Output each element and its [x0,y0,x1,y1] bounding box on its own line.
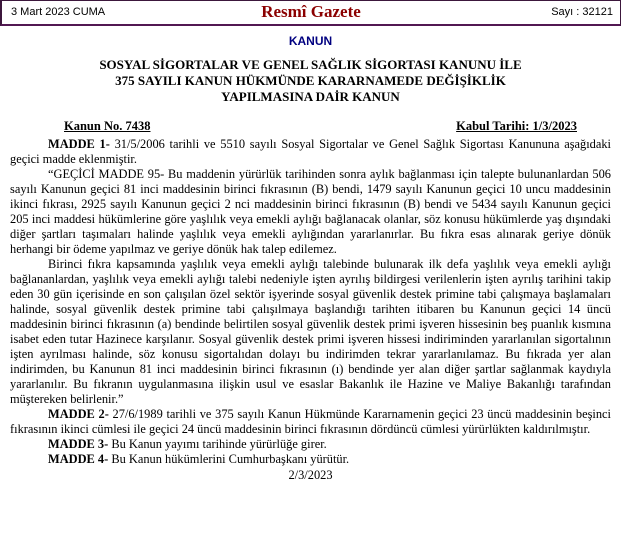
paragraph-text: Birinci fıkra kapsamında yaşlılık veya emekli aylığı talebinde bulunarak ilk defa yaşlılık veya emekli aylığı bağlananlardan, yaşlılık veya emekli aylığı talebi nedeniyle işten ayrılış bildirgesi verilenlerin işten ayrılış tarihini takip eden 30 gün içerisinde en son çalışılan özel sektör işyerinde sosyal güvenlik destek primine tabi çalışmaya başlamaları halinde, sosyal güvenlik destek primine tabi çalışılmaya başlandığı tarihten itibaren bu Kanunun geçici 14 üncü maddesinin birinci fıkrasının (a) bendinde belirtilen sosyal güvenlik destek primi işveren hissesinin beş puanlık kısmına isabet eden tutar Hazinece karşılanır. Sosyal güvenlik destek primi işveren hissesi indiriminden yararlanılan sigortalının işten ayrılması halinde, söz konusu sigortalıdan dolayı bu indirimden tekrar yararlanılamaz. Bu fıkrada yer alan indirimden, bu Kanunun 81 inci maddesinin birinci fıkrasının (ı) bendinde yer alan diğer şartlar sağlanmak kaydıyla yararlanılır. Bu fıkranın uygulanmasına ilişkin usul ve esaslar Bakanlık ile Hazine ve Maliye Bakanlığı tarafından müştereken belirlenir.” [10,257,611,406]
law-title-line-2: 375 SAYILI KANUN HÜKMÜNDE KARARNAMEDE DEĞİŞİKLİK [115,73,506,88]
law-title [0,57,621,105]
paragraph-madde-4 [10,452,611,467]
masthead [0,0,621,26]
paragraph-text: Bu Kanun yayımı tarihinde yürürlüğe girer. [108,437,327,451]
paragraph-lead: MADDE 1- [48,137,110,151]
law-body [0,137,621,467]
law-title-line-3: YAPILMASINA DAİR KANUN [221,89,400,104]
paragraph-lead: MADDE 4- [48,452,109,466]
paragraph-madde-2 [10,407,611,437]
paragraph-text: “GEÇİCİ MADDE 95- Bu maddenin yürürlük tarihinden sonra aylık bağlanması için talepte bulunanlardan 506 sayılı Kanunun geçici 81 inci maddesinin birinci fıkrasının (B) bendi, 1479 sayılı Kanunun geçici 10 uncu maddesinin ikinci fıkrası, 2925 sayılı Kanunun geçici 2 nci maddesinin birinci fıkrasının (B) bendi ve 5434 sayılı Kanunun geçici 205 inci maddesi hükümlerine göre yaşlılık veya emekli aylığı bağlanacak olanlar, söz konusu hükümlerde yaş dışındaki diğer şartları taşımaları halinde yaşlılık veya emekli aylığından yararlanırlar. Bu fıkra esas alınarak geriye dönük herhangi bir ödeme yapılmaz ve geriye dönük hak talep edilemez. [10,167,611,256]
acceptance-date: Kabul Tarihi: 1/3/2023 [456,119,577,133]
paragraph-birinci-fikra [10,257,611,407]
law-meta-row [0,119,621,134]
issue-number: Sayı : 32121 [551,6,613,18]
paragraph-text: Bu Kanun hükümlerini Cumhurbaşkanı yürütür. [108,452,350,466]
paragraph-lead: MADDE 2- [48,407,109,421]
law-title-line-1: SOSYAL SİGORTALAR VE GENEL SAĞLIK SİGORTASI KANUNU İLE [99,57,522,72]
paragraph-gecici-madde-95 [10,167,611,257]
paragraph-madde-3 [10,437,611,452]
paragraph-text: 27/6/1989 tarihli ve 375 sayılı Kanun Hükmünde Kararnamenin geçici 23 üncü maddesinin beşinci fıkrasının ikinci cümlesi ile geçici 24 üncü maddesinin birinci fıkrasının dördüncü cümlesi yürürlükten kaldırılmıştır. [10,407,611,436]
paragraph-madde-1 [10,137,611,167]
section-heading: KANUN [288,34,333,48]
paragraph-text: 31/5/2006 tarihli ve 5510 sayılı Sosyal Sigortalar ve Genel Sağlık Sigortası Kanununa aşağıdaki geçici madde eklenmiştir. [10,137,611,166]
paragraph-lead: MADDE 3- [48,437,109,451]
law-number: Kanun No. 7438 [64,119,151,133]
publication-date: 3 Mart 2023 CUMA [11,6,106,18]
gazette-title: Resmî Gazete [261,2,361,21]
signature-date: 2/3/2023 [288,468,333,482]
